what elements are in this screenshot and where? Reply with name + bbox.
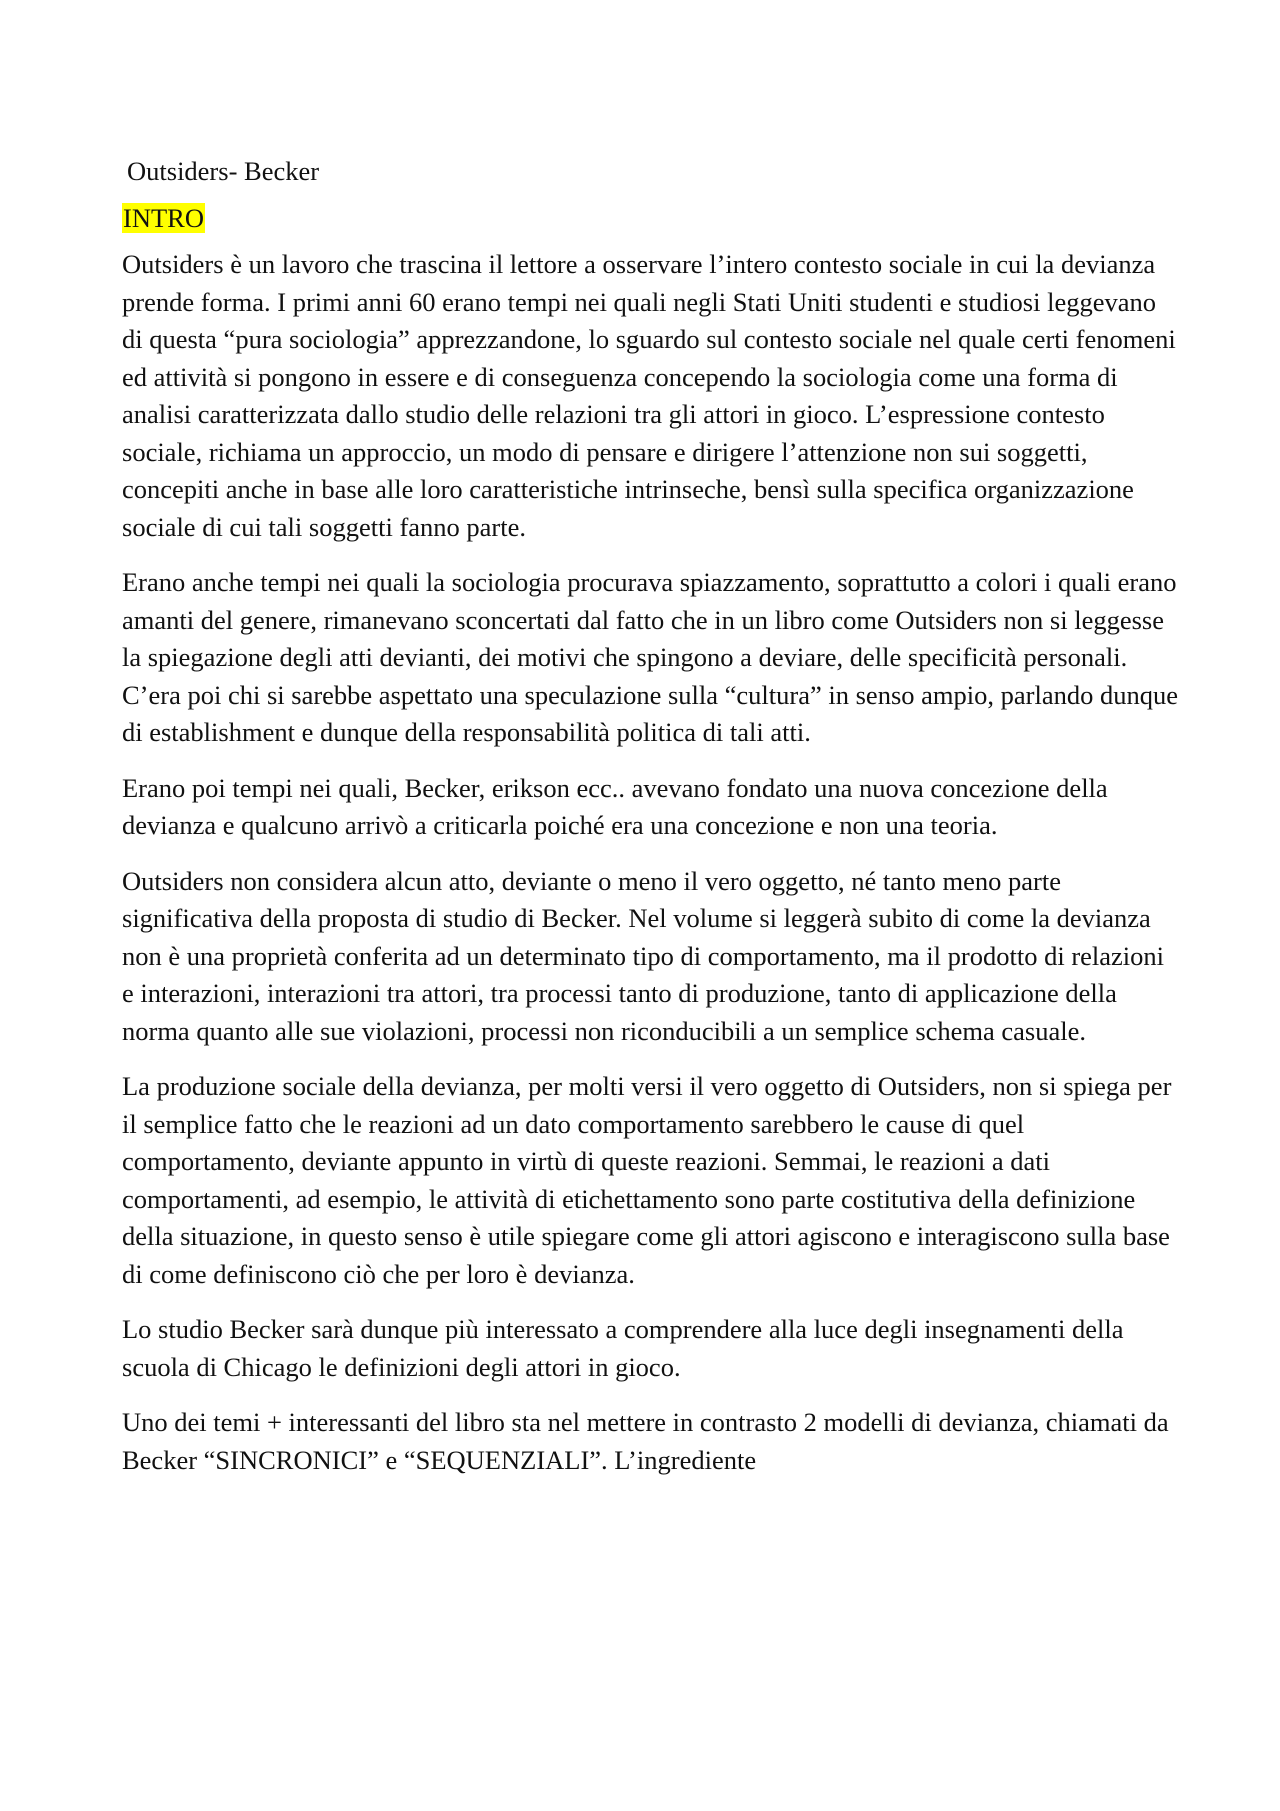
paragraph: Uno dei temi + interessanti del libro sta nel mettere in contrasto 2 modelli di devianza, chiamati da Becker “SINCRONICI” e “SEQUENZIALI”. L’ingrediente xyxy=(122,1407,1169,1475)
highlighted-heading-text: INTRO xyxy=(123,202,204,233)
paragraph: Lo studio Becker sarà dunque più interessato a comprendere alla luce degli insegnamenti della scuola di Chicago le definizioni degli attori in gioco. xyxy=(122,1314,1124,1382)
paragraph: Outsiders è un lavoro che trascina il lettore a osservare l’intero contesto sociale in cui la devianza prende forma. I primi anni 60 erano tempi nei quali negli Stati Uniti studenti e studiosi leggevano di questa “pura sociologia” apprezzandone, lo sguardo sul contesto sociale nel quale certi fenomeni ed attività si pongono in essere e di conseguenza concependo la sociologia come una forma di analisi caratterizzata dallo studio delle relazioni tra gli attori in gioco. L’espressione contesto sociale, richiama un approccio, un modo di pensare e dirigere l’attenzione non sui soggetti, concepiti anche in base alle loro caratteristiche intrinseche, bensì sulla specifica organizzazione sociale di cui tali soggetti fanno parte. xyxy=(122,249,1176,542)
paragraph: La produzione sociale della devianza, per molti versi il vero oggetto di Outsiders, non si spiega per il semplice fatto che le reazioni ad un dato comportamento sarebbero le cause di quel comportamento, deviante appunto in virtù di queste reazioni. Semmai, le reazioni a dati comportamenti, ad esempio, le attività di etichettamento sono parte costitutiva della definizione della situazione, in questo senso è utile spiegare come gli attori agiscono e interagiscono sulla base di come definiscono ciò che per loro è devianza. xyxy=(122,1071,1172,1289)
document-title: Outsiders- Becker xyxy=(127,156,320,186)
section-heading-intro xyxy=(122,200,1182,238)
paragraph: Erano anche tempi nei quali la sociologia procurava spiazzamento, soprattutto a colori i quali erano amanti del genere, rimanevano sconcertati dal fatto che in un libro come Outsiders non si leggesse la spiegazione degli atti devianti, dei motivi che spingono a deviare, delle specificità personali. C’era poi chi si sarebbe aspettato una speculazione sulla “cultura” in senso ampio, parlando dunque di establishment e dunque della responsabilità politica di tali atti. xyxy=(122,567,1178,747)
paragraph: Erano poi tempi nei quali, Becker, erikson ecc.. avevano fondato una nuova concezione della devianza e qualcuno arrivò a criticarla poiché era una concezione e non una teoria. xyxy=(122,772,1108,840)
paragraph: Outsiders non considera alcun atto, deviante o meno il vero oggetto, né tanto meno parte significativa della proposta di studio di Becker. Nel volume si leggerà subito di come la devianza non è una proprietà conferita ad un determinato tipo di comportamento, ma il prodotto di relazioni e interazioni, interazioni tra attori, tra processi tanto di produzione, tanto di applicazione della norma quanto alle sue violazioni, processi non riconducibili a un semplice schema casuale. xyxy=(122,865,1165,1046)
document-body xyxy=(122,153,1182,1497)
